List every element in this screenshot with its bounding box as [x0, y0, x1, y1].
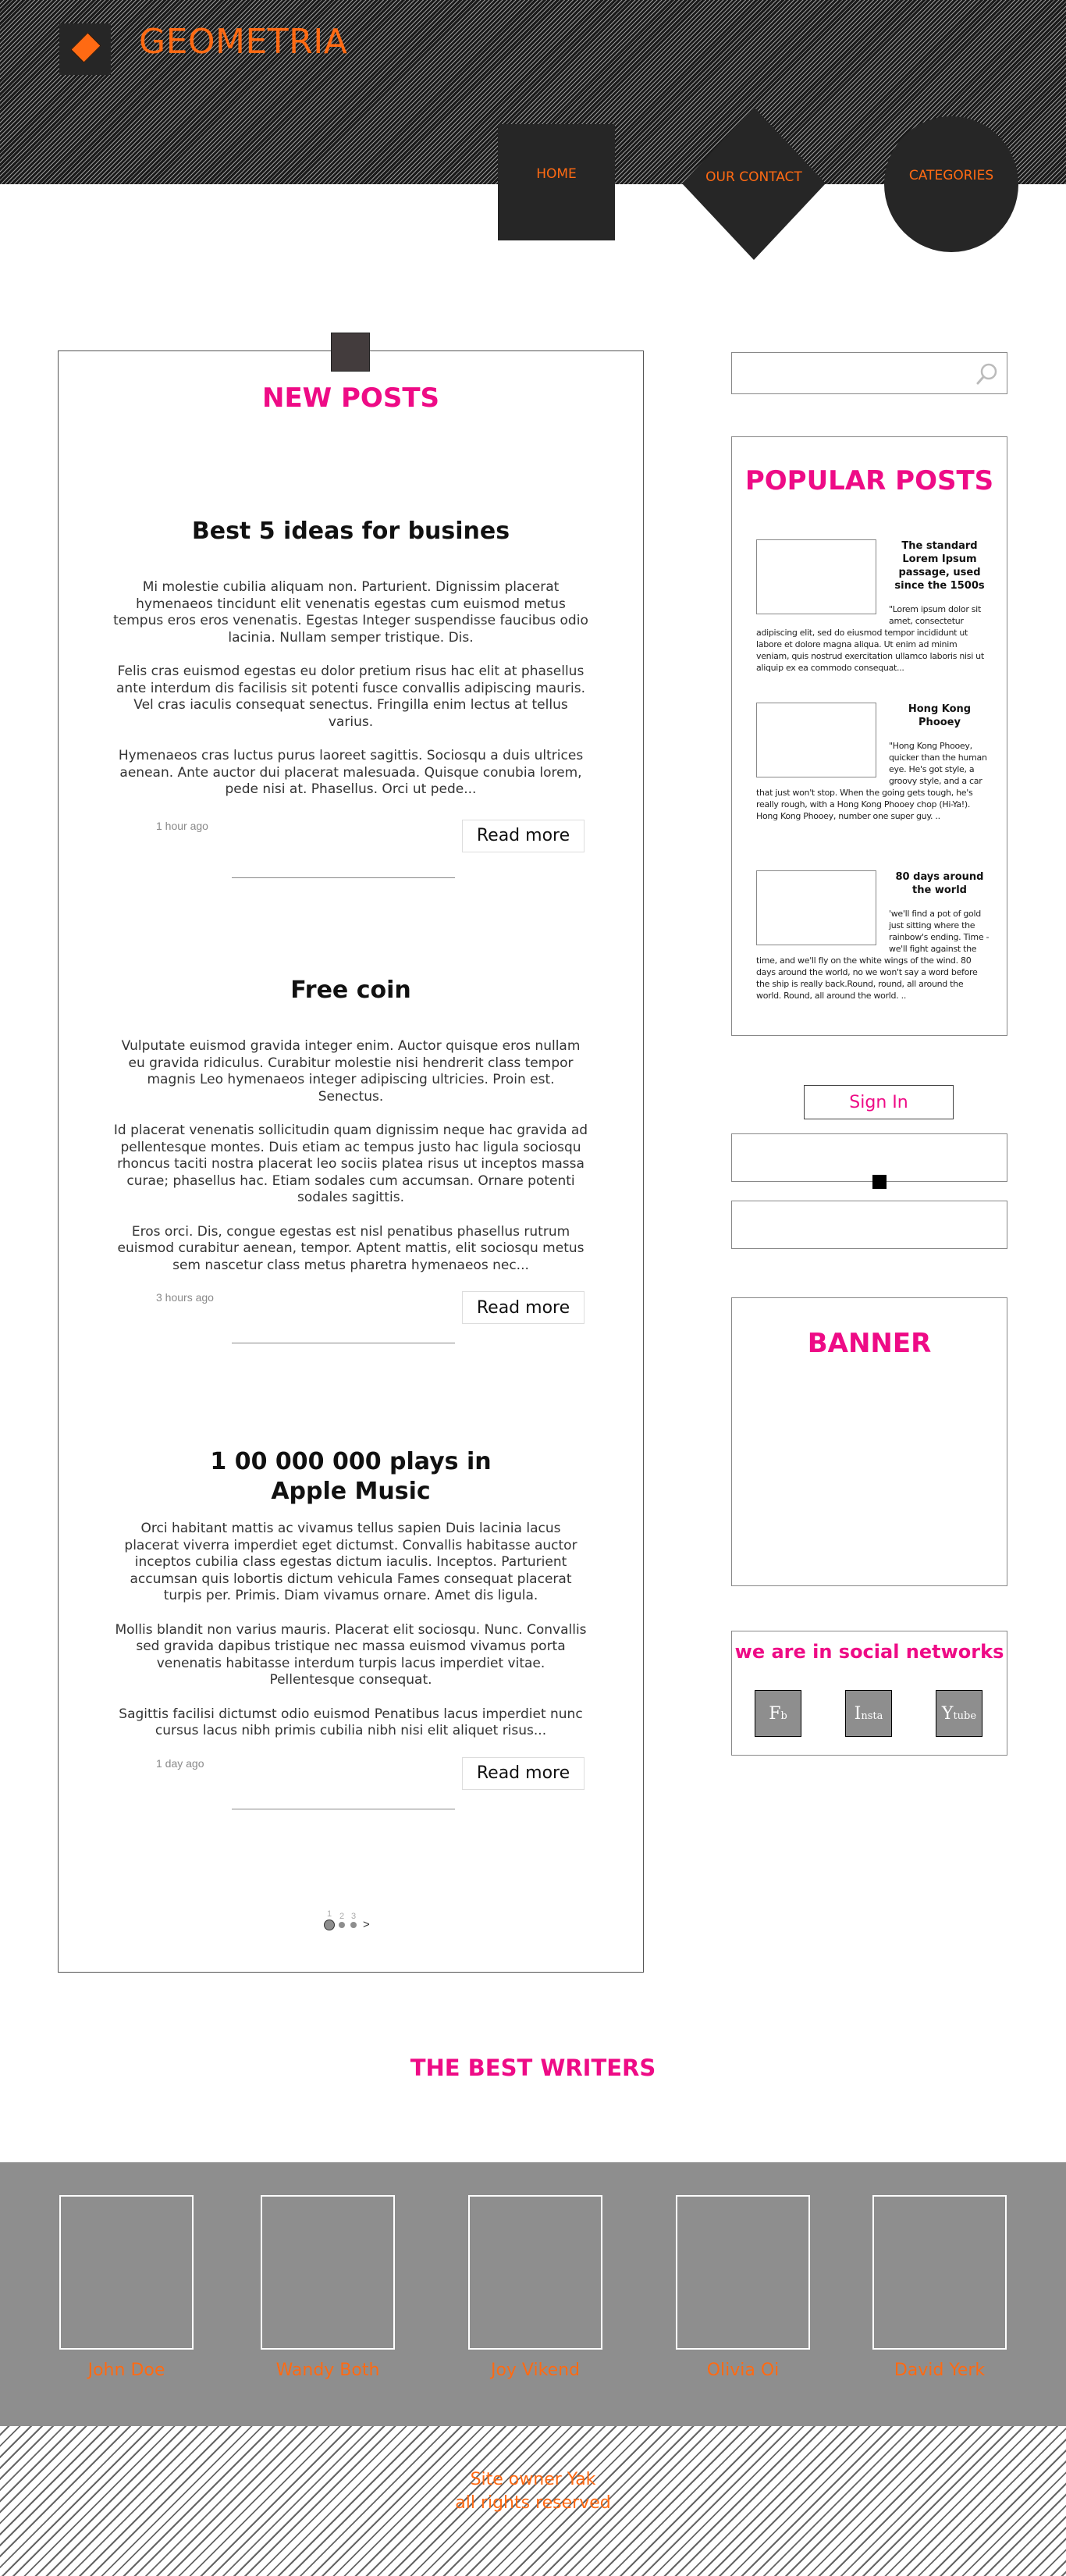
read-more-button[interactable]: Read more [462, 1757, 585, 1790]
writer-card[interactable] [261, 2195, 395, 2380]
popular-post-thumbnail[interactable] [756, 870, 876, 945]
writer-photo[interactable] [59, 2195, 194, 2350]
post-timestamp: 3 hours ago [156, 1291, 214, 1304]
post-divider [232, 877, 455, 878]
youtube-icon-suffix: tube [953, 1710, 977, 1722]
site-footer [0, 2426, 1066, 2576]
login-field-box [731, 1133, 1007, 1182]
post-title[interactable]: Free coin [290, 977, 411, 1004]
post-paragraph: Felis cras euismod egestas eu dolor pretium risus hac elit at phasellus ante interdum dis facilisis sit potenti fusce convallis adipiscing mauris. Vel cras iaculis consequat senectus. Fringilla enim lectus at tellus varius. [116, 664, 585, 730]
post-paragraph: Eros orci. Dis, congue egestas est nisl penatibus phasellus rutrum euismod curabitur aenean, tempor. Aptent mattis, elit sociosqu metus sem nascetur class metus pharetra hymenaeos nec... [117, 1223, 585, 1273]
read-more-button[interactable]: Read more [462, 820, 585, 852]
footer-text [0, 2468, 1066, 2515]
instagram-icon-suffix: nsta [861, 1710, 883, 1722]
logo[interactable] [59, 23, 111, 75]
banner-title: BANNER [807, 1328, 932, 1359]
page-dot-3[interactable] [350, 1922, 357, 1928]
diamond-logo-icon [70, 32, 101, 62]
post-paragraph: Sagittis facilisi dictumst odio euismod Penatibus lacus imperdiet nunc cursus lacus nibh primis cubilia nibh nisi elit aliquet risus... [119, 1706, 583, 1738]
new-posts-panel [58, 350, 644, 1973]
popular-post-thumbnail[interactable] [756, 703, 876, 777]
youtube-button[interactable] [936, 1690, 982, 1737]
post-paragraph: Mi molestie cubilia aliquam non. Parturient. Dignissim placerat hymenaeos tincidunt elit venenatis egestas cum euismod metus tempus eros eros venenatis. Egestas Integer suspendisse faucibus odio lacinia. Nullam semper tristique. Dis. [113, 579, 588, 646]
facebook-button[interactable] [755, 1690, 801, 1737]
post-timestamp: 1 hour ago [156, 819, 208, 832]
post-title[interactable]: 1 00 000 000 plays in Apple Music [210, 1448, 492, 1505]
post-meta [59, 1757, 643, 1804]
writer-name[interactable]: John Doe [87, 2361, 165, 2380]
social-networks [731, 1631, 1007, 1756]
post-card [59, 976, 643, 1338]
post-paragraph: Mollis blandit non varius mauris. Placerat elit sociosqu. Nunc. Convallis sed gravida dapibus tristique nec massa euismod vivamus porta venenatis habitasse interdum turpis lacus imperdiet vitae. Pellentesque consequat. [115, 1621, 587, 1688]
square-handle-icon [872, 1175, 887, 1189]
best-writers-title: THE BEST WRITERS [410, 2055, 656, 2081]
post-paragraph: Id placerat venenatis sollicitudin quam dignissim neque hac gravida ad pellentesque montes. Duis etiam ac tempus justo hac ligula sociosqu rhoncus taciti nostra placerat leo sociis platea risus ut inceptos massa curae; phasellus hac. Etiam sodales cum accumsan. Ornare potenti sodales sagittis. [113, 1123, 588, 1205]
popular-post-excerpt: "Hong Kong Phooey, quicker than the human eye. He's got style, a groovy style, and a car that just won't stop. When the going gets tough, he's really rough, with a Hong Kong Phooey chop (Hi-Ya!). Hong Kong Phooey, number one super guy. .. [756, 741, 987, 821]
post-title[interactable]: Best 5 ideas for busines [191, 518, 510, 545]
writer-card[interactable] [872, 2195, 1007, 2380]
nav-our-contact[interactable] [677, 107, 830, 260]
writer-name[interactable]: Olivia Oi [706, 2361, 780, 2380]
password-field-box [731, 1201, 1007, 1249]
popular-post-title[interactable]: The standard Lorem Ipsum passage, used since the 1500s [894, 540, 985, 592]
facebook-icon-suffix: b [780, 1710, 787, 1722]
writer-photo[interactable] [468, 2195, 602, 2350]
next-page-icon[interactable]: > [363, 1918, 370, 1931]
writer-photo[interactable] [872, 2195, 1007, 2350]
nav-categories[interactable] [884, 116, 1018, 252]
popular-post-title[interactable]: Hong Kong Phooey [908, 703, 972, 728]
password-input[interactable] [732, 1201, 1007, 1248]
writer-name[interactable]: Joy Vikend [490, 2361, 581, 2380]
panel-tab-marker [331, 333, 370, 372]
youtube-icon-letter: Y [941, 1703, 954, 1724]
pagination [322, 1909, 385, 1933]
writer-photo[interactable] [676, 2195, 810, 2350]
page-number: 1 [327, 1909, 332, 1919]
popular-post-item[interactable] [756, 703, 990, 822]
footer-owner: Site owner Yak [470, 2470, 596, 2489]
nav-home-label: HOME [536, 166, 577, 182]
nav-our-contact-label: OUR CONTACT [705, 169, 802, 185]
page-number: 2 [339, 1912, 345, 1921]
nav-categories-label: CATEGORIES [908, 168, 994, 183]
post-paragraph: Hymenaeos cras luctus purus laoreet sagittis. Sociosqu a duis ultrices aenean. Ante auctor dui placerat malesuada. Quisque conubia lorem, pede nisi at. Phasellus. Orci ut pede... [118, 748, 584, 797]
writer-card[interactable] [59, 2195, 194, 2380]
writer-name[interactable]: Wandy Both [275, 2361, 380, 2380]
post-meta [59, 820, 643, 866]
login-input[interactable] [732, 1134, 1007, 1181]
banner-box[interactable] [731, 1297, 1007, 1586]
writer-card[interactable] [676, 2195, 810, 2380]
post-paragraph: Orci habitant mattis ac vivamus tellus sapien Duis lacinia lacus placerat viverra imperdiet eget dictumst. Convallis habitasse auctor inceptos cubilia class egestas dictum iaculis. Inceptos. Parturient accumsan quis lobortis dictum vehicula Fames consequat placerat turpis per. Primis. Diam vivamus ornare. Amet dis ligula. [124, 1521, 577, 1603]
popular-post-excerpt: 'we'll find a pot of gold just sitting where the rainbow's ending. Time - we'll fight against the time, and we'll fly on the white wings of the wind. 80 days around the world, no we won't say a word before the ship is really back.Round, round, all around the world. Round, all around the world. .. [756, 909, 990, 1001]
post-paragraph: Vulputate euismod gravida integer enim. Auctor quisque eros nullam eu gravida ridiculus. Curabitur molestie nisi hendrerit class tempor magnis Leo hymenaeos integer adipiscing ultricies. Proin est. Senectus. [121, 1038, 581, 1105]
post-meta [59, 1291, 643, 1338]
writer-photo[interactable] [261, 2195, 395, 2350]
instagram-button[interactable] [845, 1690, 892, 1737]
popular-post-item[interactable] [756, 539, 990, 674]
site-title[interactable]: GEOMETRIA [139, 22, 348, 62]
search-box [731, 352, 1007, 394]
read-more-button[interactable]: Read more [462, 1291, 585, 1324]
footer-rights: all rights reserved [455, 2493, 611, 2513]
post-card [59, 517, 643, 866]
writers-list [0, 2162, 1066, 2428]
search-input[interactable] [732, 353, 966, 393]
popular-post-item[interactable] [756, 870, 990, 1002]
popular-post-title[interactable]: 80 days around the world [895, 871, 984, 896]
nav-home[interactable] [498, 124, 615, 240]
popular-posts [731, 436, 1007, 1036]
post-body [59, 1038, 643, 1274]
page-dot-2[interactable] [339, 1922, 345, 1928]
writer-name[interactable]: David Yerk [894, 2361, 986, 2380]
post-timestamp: 1 day ago [156, 1756, 204, 1770]
instagram-icon-letter: I [854, 1703, 862, 1724]
post-card [59, 1447, 643, 1804]
popular-post-thumbnail[interactable] [756, 539, 876, 614]
writer-card[interactable] [468, 2195, 602, 2380]
page-number: 3 [351, 1912, 357, 1921]
new-posts-title: NEW POSTS [261, 382, 439, 414]
popular-post-excerpt: "Lorem ipsum dolor sit amet, consectetur adipiscing elit, sed do eiusmod tempor incididunt ut labore et dolore magna aliqua. Ut enim ad minim veniam, quis nostrud exercitation ullamco laboris nisi ut aliquip ex ea commodo consequat... [756, 604, 984, 673]
facebook-icon-letter: F [769, 1703, 781, 1724]
social-networks-title: we are in social networks [734, 1641, 1004, 1663]
popular-posts-title: POPULAR POSTS [744, 465, 994, 496]
post-body [59, 1521, 643, 1740]
search-icon[interactable] [975, 362, 999, 386]
page-dot-1[interactable] [324, 1920, 335, 1930]
sign-in-button[interactable]: Sign In [804, 1085, 954, 1119]
post-body [59, 579, 643, 799]
